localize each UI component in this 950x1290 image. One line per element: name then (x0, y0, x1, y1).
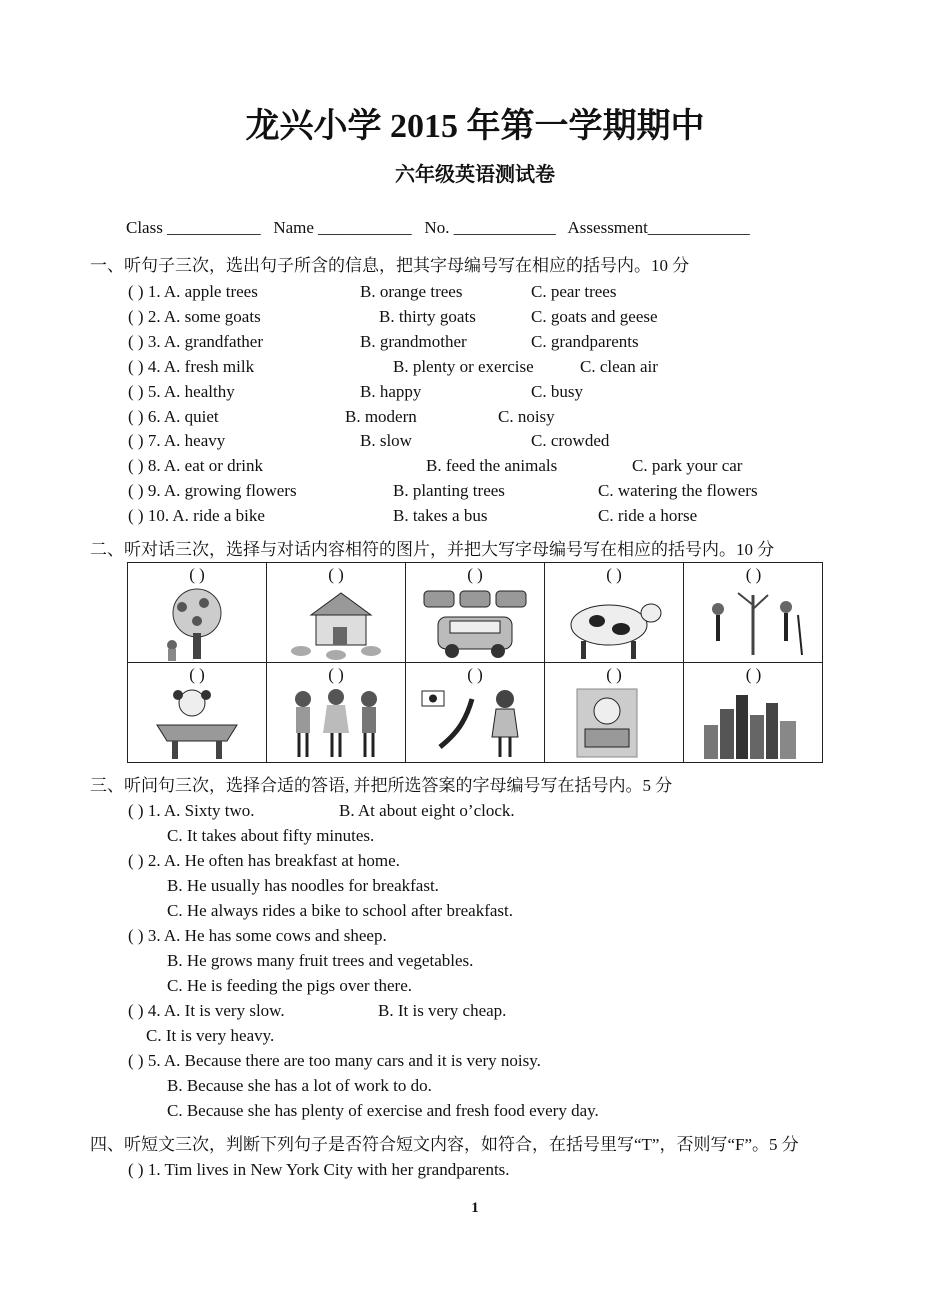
answer-option: B. feed the animals (426, 456, 558, 476)
answer-option: C. busy (531, 381, 583, 401)
question-line: ( ) 3. A. grandfather (128, 331, 264, 351)
answer-paren: ( ) (328, 565, 344, 584)
answer-option: C. Because she has plenty of exercise and fresh food every day. (167, 1101, 599, 1120)
city-picture (698, 685, 808, 761)
question-line: ( ) 4. A. It is very slow. (128, 1001, 285, 1020)
answer-paren: ( ) (606, 565, 622, 584)
girl-at-desk-picture (142, 685, 252, 761)
question-line: ( ) 9. A. growing flowers (128, 481, 297, 501)
answer-option: B. Because she has a lot of work to do. (167, 1076, 432, 1095)
answer-option: C. park your car (632, 456, 743, 476)
answer-option: C. noisy (498, 406, 555, 426)
answer-paren: ( ) (467, 565, 483, 584)
answer-paren: ( ) (467, 665, 483, 684)
question-line: ( ) 2. A. He often has breakfast at home. (128, 851, 400, 870)
answer-option: B. It is very cheap. (378, 1001, 507, 1020)
question-line: ( ) 5. A. Because there are too many cars and it is very noisy. (128, 1051, 541, 1070)
answer-option: B. plenty or exercise (393, 356, 534, 376)
tree-planting-picture (698, 585, 808, 661)
picture-cell (684, 663, 823, 763)
japan-map-picture (420, 685, 530, 761)
answer-option: B. At about eight o’clock. (339, 801, 515, 820)
picture-cell (406, 563, 545, 663)
question-line: ( ) 10. A. ride a bike (128, 506, 265, 526)
answer-option: C. crowded (531, 431, 610, 451)
answer-option: B. thirty goats (379, 306, 476, 326)
question-line: ( ) 3. A. He has some cows and sheep. (128, 926, 387, 945)
question-line: ( ) 1. Tim lives in New York City with her grandparents. (128, 1160, 510, 1179)
question-line: ( ) 1. A. apple trees (128, 282, 258, 301)
answer-option: C. goats and geese (531, 306, 658, 326)
answer-option: B. He grows many fruit trees and vegetables. (167, 951, 474, 970)
picture-cell (545, 563, 684, 663)
section2-heading: 二、听对话三次，选择与对话内容相符的图片，并把大写字母编号写在相应的括号内。10 分 (90, 540, 775, 559)
student-info-line: Class ___________ Name ___________ No. ____________ Assessment____________ (126, 218, 750, 237)
answer-option: C. It takes about fifty minutes. (167, 826, 375, 845)
tree-picture (142, 585, 252, 661)
picture-cell (406, 663, 545, 763)
answer-paren: ( ) (606, 665, 622, 684)
question-line: ( ) 8. A. eat or drink (128, 456, 264, 476)
children-picture (281, 685, 391, 761)
answer-option: B. grandmother (360, 331, 467, 351)
question-line: ( ) 1. A. Sixty two. (128, 801, 255, 820)
section3-heading: 三、听问句三次，选择合适的答语, 并把所选答案的字母编号写在括号内。5 分 (90, 776, 673, 795)
answer-option: C. It is very heavy. (146, 1026, 275, 1045)
picture-table (127, 562, 823, 763)
answer-option: C. ride a horse (598, 506, 698, 526)
answer-paren: ( ) (745, 565, 762, 584)
answer-option: B. orange trees (360, 282, 463, 301)
traffic-picture (420, 585, 530, 661)
answer-option: B. slow (360, 431, 412, 451)
answer-paren: ( ) (745, 665, 762, 684)
answer-paren: ( ) (189, 565, 205, 584)
section4-heading: 四、听短文三次，判断下列句子是否符合短文内容，如符合，在括号里写“T”，否则写“F”。5 分 (90, 1135, 799, 1154)
answer-option: C. pear trees (531, 282, 617, 301)
answer-option: C. clean air (580, 356, 658, 376)
picture-cell (128, 563, 267, 663)
page-subtitle: 六年级英语测试卷 (395, 164, 555, 186)
page-number: 1 (471, 1200, 479, 1216)
answer-option: B. He usually has noodles for breakfast. (167, 876, 439, 895)
answer-paren: ( ) (189, 665, 205, 684)
section1-heading: 一、听句子三次，选出句子所含的信息，把其字母编号写在相应的括号内。10 分 (90, 256, 690, 275)
question-line: ( ) 4. A. fresh milk (128, 356, 255, 376)
answer-option: B. planting trees (393, 481, 505, 501)
answer-option: C. grandparents (531, 331, 639, 351)
picture-cell (267, 563, 406, 663)
question-line: ( ) 2. A. some goats (128, 306, 261, 326)
picture-cell (267, 663, 406, 763)
question-line: ( ) 7. A. heavy (128, 431, 226, 451)
farm-picture (281, 585, 391, 661)
answer-paren: ( ) (328, 665, 344, 684)
answer-option: B. takes a bus (393, 506, 488, 526)
answer-option: C. He is feeding the pigs over there. (167, 976, 413, 995)
answer-option: C. He always rides a bike to school after breakfast. (167, 901, 514, 920)
cow-picture (559, 585, 669, 661)
picture-cell (545, 663, 684, 763)
answer-option: B. modern (345, 406, 417, 426)
page-title: 龙兴小学 2015 年第一学期期中 (245, 108, 705, 145)
answer-option: B. happy (360, 381, 422, 401)
question-line: ( ) 6. A. quiet (128, 406, 219, 426)
student-picture (559, 685, 669, 761)
picture-cell (684, 563, 823, 663)
answer-option: C. watering the flowers (598, 481, 758, 501)
question-line: ( ) 5. A. healthy (128, 381, 235, 401)
picture-cell (128, 663, 267, 763)
